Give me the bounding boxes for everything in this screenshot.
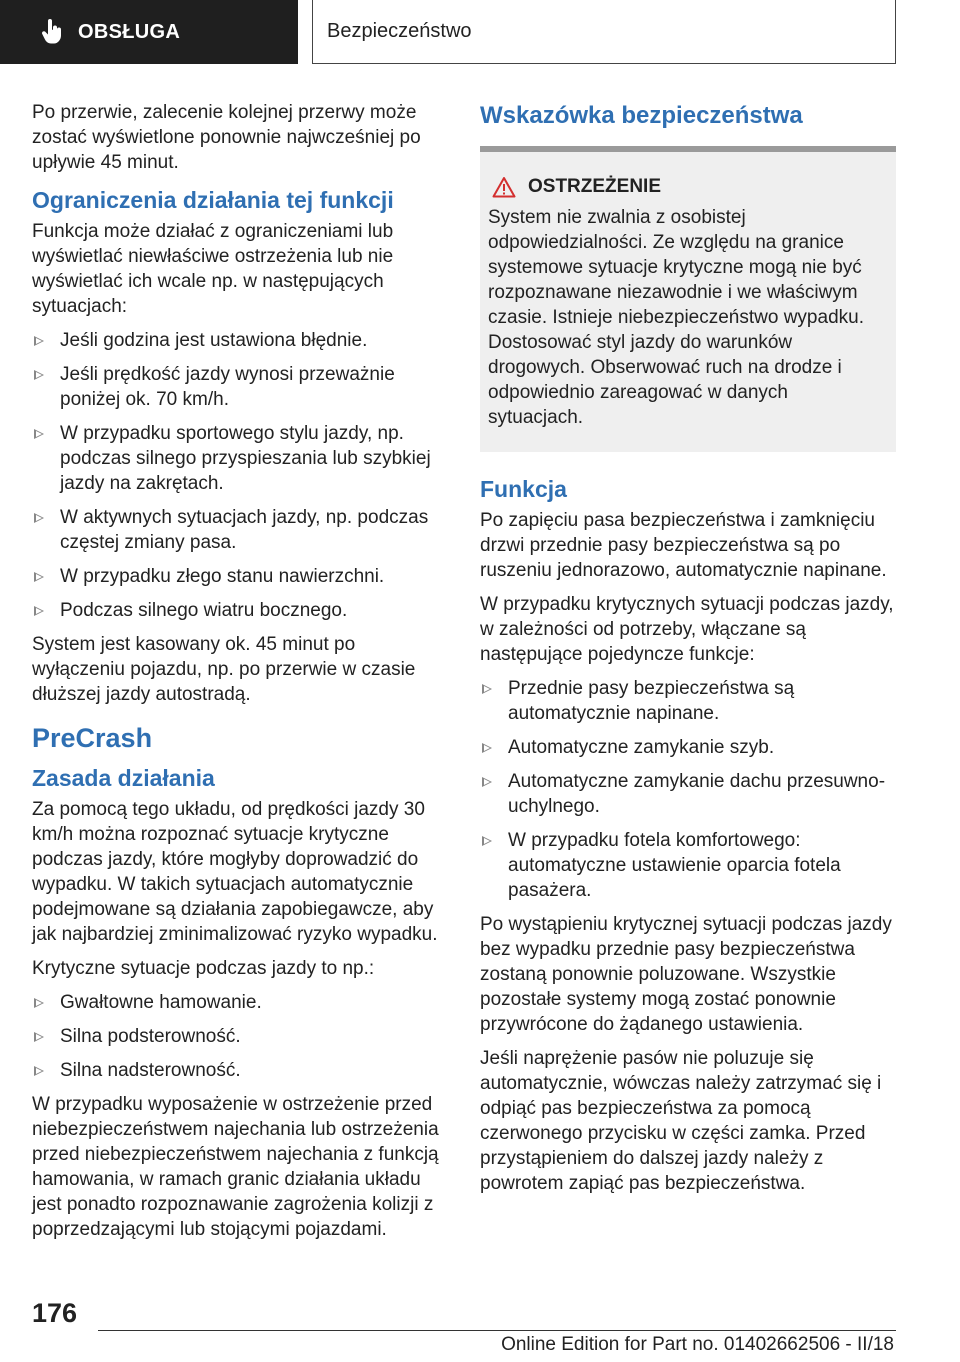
- list-item: Silna nadsterowność.: [32, 1058, 448, 1083]
- triangle-bullet-icon: [34, 370, 44, 380]
- left-column: [32, 100, 448, 1251]
- section-tab-label: OBSŁUGA: [78, 20, 181, 43]
- right-column: [480, 100, 896, 1205]
- warning-triangle-icon: [492, 176, 516, 198]
- limits-intro: Funkcja może działać z ograniczeniami lub wyświetlać niewłaściwe ostrzeżenia lub nie wyświetlać ich wcale np. w następujących sytuacjach:: [32, 221, 394, 317]
- limits-list: [32, 328, 448, 623]
- triangle-bullet-icon: [34, 606, 44, 616]
- safety-heading: Wskazówka bezpieczeństwa: [480, 102, 803, 129]
- warning-title: OSTRZEŻENIE: [488, 174, 886, 199]
- list-item: Automatyczne zamykanie szyb.: [480, 735, 896, 760]
- triangle-bullet-icon: [34, 336, 44, 346]
- triangle-bullet-icon: [34, 513, 44, 523]
- triangle-bullet-icon: [34, 572, 44, 582]
- principle-paragraph: Za pomocą tego układu, od prędkości jazdy 30 km/h można rozpoznać sytuacje krytyczne podczas jazdy, które mogłyby doprowadzić do wypadku. W takich sytuacjach automatycznie podejmowane są działania zapobiegawcze, aby jak najbardziej zminimalizować ryzyko wypadku.: [32, 799, 438, 945]
- list-item: Jeśli prędkość jazdy wynosi przeważnie poniżej ok. 70 km/h.: [32, 362, 448, 412]
- function-paragraph: Po wystąpieniu krytycznej sytuacji podczas jazdy bez wypadku przednie pasy bezpieczeństwa zostaną ponownie poluzowane. Wszystkie pozostałe systemy mogą zostać ponownie przywrócone do żądanego ustawienia.: [480, 914, 892, 1035]
- precrash-heading: PreCrash: [32, 723, 153, 753]
- list-item: Automatyczne zamykanie dachu przesuwno-uchylnego.: [480, 769, 896, 819]
- list-item: W przypadku fotela komfortowego: automatyczne ustawienie oparcia fotela pasażera.: [480, 828, 896, 903]
- footer-divider: [98, 1330, 896, 1331]
- list-item: Jeśli godzina jest ustawiona błędnie.: [32, 328, 448, 353]
- warning-box: [480, 146, 896, 452]
- hand-pointer-icon: [40, 19, 64, 45]
- triangle-bullet-icon: [482, 836, 492, 846]
- function-paragraph: W przypadku krytycznych sytuacji podczas jazdy, w zależności od potrzeby, włączane są następujące pojedyncze funkcje:: [480, 594, 894, 665]
- section-tab: [0, 0, 298, 64]
- intro-paragraph: Po przerwie, zalecenie kolejnej przerwy może zostać wyświetlone ponownie najwcześniej po upływie 45 minut.: [32, 102, 421, 173]
- list-item: Podczas silnego wiatru bocznego.: [32, 598, 448, 623]
- function-list: [480, 676, 896, 903]
- warning-text: System nie zwalnia z osobistej odpowiedzialności. Ze względu na granice systemowe sytuacje krytyczne mogą nie być rozpoznawane niezawodnie i we właściwym czasie. Istnieje niebezpieczeństwo wypadku. Dostosować styl jazdy do warunków drogowych. Obserwować ruch na drodze i odpowiednio zareagować w danych sytuacjach.: [488, 207, 864, 428]
- list-item: Silna podsterowność.: [32, 1024, 448, 1049]
- critical-list: [32, 990, 448, 1083]
- reset-paragraph: System jest kasowany ok. 45 minut po wyłączeniu pojazdu, np. po przerwie w czasie dłuższej jazdy autostradą.: [32, 634, 416, 705]
- triangle-bullet-icon: [34, 429, 44, 439]
- edition-label: Online Edition for Part no. 01402662506 - II/18: [501, 1334, 894, 1355]
- triangle-bullet-icon: [482, 684, 492, 694]
- triangle-bullet-icon: [34, 1032, 44, 1042]
- triangle-bullet-icon: [34, 998, 44, 1008]
- principle-heading: Zasada działania: [32, 765, 215, 791]
- function-heading: Funkcja: [480, 476, 567, 502]
- triangle-bullet-icon: [34, 1066, 44, 1076]
- critical-intro: Krytyczne sytuacje podczas jazdy to np.:: [32, 958, 375, 979]
- triangle-bullet-icon: [482, 743, 492, 753]
- triangle-bullet-icon: [482, 777, 492, 787]
- page-number: 176: [32, 1298, 78, 1328]
- list-item: W przypadku sportowego stylu jazdy, np. podczas silnego przyspieszania lub szybkiej jazdy na zakrętach.: [32, 421, 448, 496]
- page-title: Bezpieczeństwo: [312, 0, 896, 64]
- function-paragraph: Po zapięciu pasa bezpieczeństwa i zamknięciu drzwi przednie pasy bezpieczeństwa są po ruszeniu jednorazowo, automatycznie napinane.: [480, 510, 887, 581]
- list-item: Gwałtowne hamowanie.: [32, 990, 448, 1015]
- list-item: W przypadku złego stanu nawierzchni.: [32, 564, 448, 589]
- limits-heading: Ograniczenia działania tej funkcji: [32, 187, 394, 213]
- equipment-paragraph: W przypadku wyposażenie w ostrzeżenie przed niebezpieczeństwem najechania lub ostrzeżenia przed niebezpieczeństwem najechania z funkcją hamowania, w ramach granic działania układu jest ponadto rozpoznawanie zagrożenia kolizji z poprzedzającymi lub stojącymi pojazdami.: [32, 1094, 439, 1240]
- list-item: W aktywnych sytuacjach jazdy, np. podczas częstej zmiany pasa.: [32, 505, 448, 555]
- function-paragraph: Jeśli naprężenie pasów nie poluzuje się automatycznie, wówczas należy zatrzymać się i odpiąć pas bezpieczeństwa za pomocą czerwonego przycisku w części zamka. Przed przystąpieniem do dalszej jazdy należy z powrotem zapiąć pas bezpieczeństwa.: [480, 1048, 882, 1194]
- list-item: Przednie pasy bezpieczeństwa są automatycznie napinane.: [480, 676, 896, 726]
